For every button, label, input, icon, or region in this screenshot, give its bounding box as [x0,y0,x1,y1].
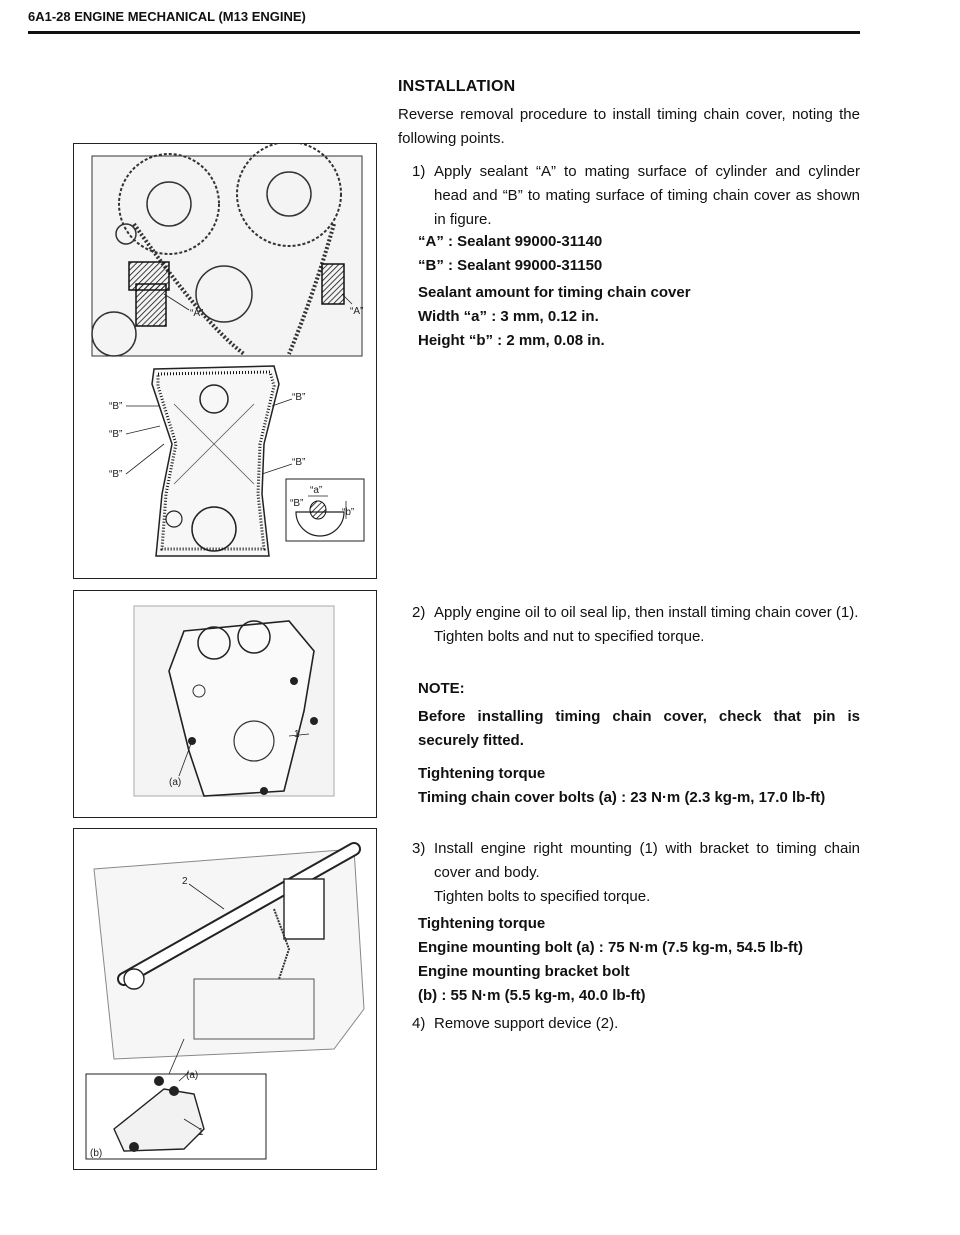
step-1-text: Apply sealant “A” to mating surface of cylinder and cylinder head and “B” to mating surface of timing chain cover as shown in figure. [434,163,860,228]
step-1-specs [418,230,860,278]
step-2 [412,601,860,649]
step-3-number: 3) [412,840,426,857]
note-box [418,677,860,753]
label-1-mount: 1 [198,1127,204,1138]
label-B-5: “B” [292,457,306,468]
label-A-left: “A” [190,308,204,319]
step-4 [412,1012,860,1036]
label-1-cover: 1 [294,729,300,740]
label-B-4: “B” [292,392,306,403]
page-header: 6A1-28 ENGINE MECHANICAL (M13 ENGINE) [28,9,306,24]
intro-paragraph: Reverse removal procedure to install timing chain cover, noting the following points. [398,106,860,147]
step-2-number: 2) [412,604,426,621]
spec-sealant-b: “B” : Sealant 99000-31150 [418,257,603,274]
section-heading: INSTALLATION [398,78,516,95]
step-4-number: 4) [412,1015,426,1032]
figure-sealant-application [73,143,377,579]
step-1-specs-amount [418,281,860,353]
step-4-text: Remove support device (2). [434,1015,619,1032]
step-2-subtext: Tighten bolts and nut to specified torque. [434,628,705,645]
spec-torque-title: Tightening torque [418,765,546,782]
spec-width: Width “a” : 3 mm, 0.12 in. [418,308,599,325]
spec-sealant-amount: Sealant amount for timing chain cover [418,284,691,301]
label-a-bolts: (a) [169,777,182,788]
label-a-mount-bolt: (a) [186,1070,199,1081]
step-2-specs [418,762,860,810]
step-1-number: 1) [412,163,426,180]
label-B-6: “B” [290,498,304,509]
step-1 [412,160,860,232]
label-a-width: “a” [310,485,323,496]
spec-torque-title-2: Tightening torque [418,915,546,932]
spec-bracket-torque: (b) : 55 N·m (5.5 kg-m, 40.0 lb-ft) [418,987,646,1004]
header-rule [28,31,860,34]
label-A-right: “A” [350,306,364,317]
step-3-text: Install engine right mounting (1) with bracket to timing chain cover and body. [434,840,860,881]
label-2-support: 2 [182,876,188,887]
spec-cover-bolts: Timing chain cover bolts (a) : 23 N·m (2.3 kg-m, 17.0 lb-ft) [418,789,826,806]
step-2-text: Apply engine oil to oil seal lip, then install timing chain cover (1). [434,604,859,621]
spec-mount-bolt: Engine mounting bolt (a) : 75 N·m (7.5 kg-m, 54.5 lb-ft) [418,939,804,956]
note-body: Before installing timing chain cover, check that pin is securely fitted. [418,708,860,749]
label-B-2: “B” [109,429,123,440]
step-3 [412,837,860,909]
label-B-1: “B” [109,401,123,412]
figure-timing-chain-cover [73,590,377,818]
spec-bracket-bolt: Engine mounting bracket bolt [418,963,630,980]
spec-sealant-a: “A” : Sealant 99000-31140 [418,233,603,250]
figure-engine-mounting [73,828,377,1170]
step-3-subtext: Tighten bolts to specified torque. [434,888,651,905]
label-b-bracket-bolt: (b) [90,1148,103,1159]
label-b-height: “b” [342,507,355,518]
label-B-3: “B” [109,469,123,480]
step-3-specs [418,912,860,1008]
note-title: NOTE: [418,680,465,697]
spec-height: Height “b” : 2 mm, 0.08 in. [418,332,605,349]
